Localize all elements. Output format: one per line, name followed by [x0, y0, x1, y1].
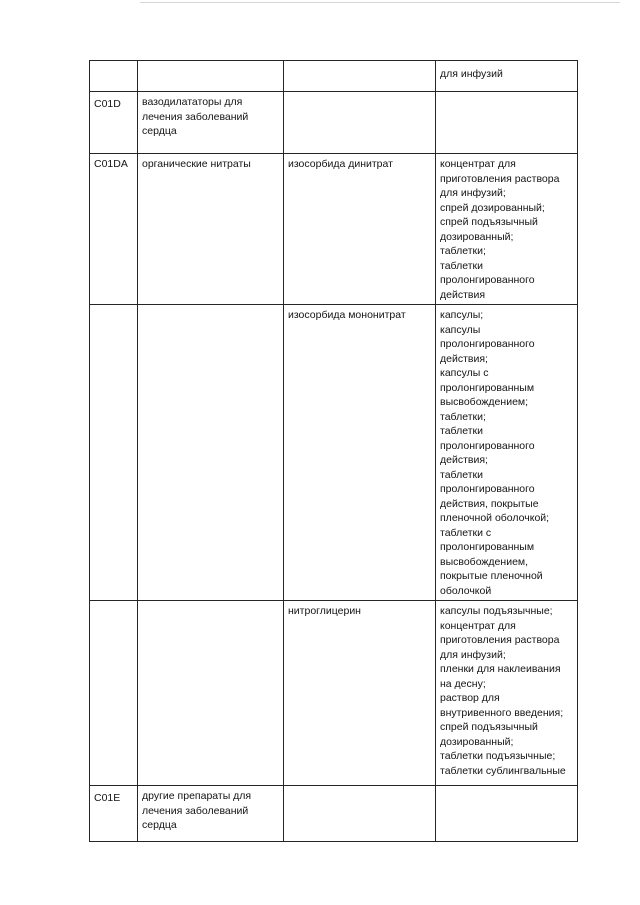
atc-code-cell: C01E — [90, 786, 138, 842]
drug-name-cell: изосорбида динитрат — [284, 154, 436, 305]
atc-code-cell — [90, 601, 138, 786]
group-name-cell: другие препараты для лечения заболеваний сердца — [138, 786, 284, 842]
group-name-cell — [138, 305, 284, 601]
table-row — [90, 154, 578, 305]
dosage-forms-cell: капсулы подъязычные; концентрат для приготовления раствора для инфузий; пленки для наклеивания на десну; раствор для внутривенного введения; спрей подъязычный дозированный; таблетки подъязычные; таблетки сублингвальные — [436, 601, 578, 786]
medication-table — [89, 60, 578, 842]
drug-name-cell: изосорбида мононитрат — [284, 305, 436, 601]
dosage-forms-cell — [436, 786, 578, 842]
dosage-forms-cell: капсулы; капсулы пролонгированного действия; капсулы с пролонгированным высвобождением; таблетки; таблетки пролонгированного действия; таблетки пролонгированного действия, покрытые пленочной оболочкой; таблетки с пролонгированным высвобождением, покрытые пленочной оболочкой — [436, 305, 578, 601]
group-name-cell — [138, 601, 284, 786]
dosage-forms-cell — [436, 92, 578, 154]
drug-name-cell — [284, 61, 436, 92]
group-name-cell — [138, 61, 284, 92]
drug-name-cell — [284, 786, 436, 842]
atc-code-cell: C01DA — [90, 154, 138, 305]
page-top-edge — [140, 2, 620, 3]
table-row — [90, 305, 578, 601]
table-row — [90, 61, 578, 92]
atc-code-cell — [90, 305, 138, 601]
table-row — [90, 601, 578, 786]
drug-name-cell: нитроглицерин — [284, 601, 436, 786]
drug-name-cell — [284, 92, 436, 154]
atc-code-cell — [90, 61, 138, 92]
dosage-forms-cell: концентрат для приготовления раствора для инфузий; спрей дозированный; спрей подъязычный дозированный; таблетки; таблетки пролонгированного действия — [436, 154, 578, 305]
table-row — [90, 92, 578, 154]
table-row — [90, 786, 578, 842]
atc-code-cell: C01D — [90, 92, 138, 154]
dosage-forms-cell: для инфузий — [436, 61, 578, 92]
group-name-cell: вазодилататоры для лечения заболеваний сердца — [138, 92, 284, 154]
group-name-cell: органические нитраты — [138, 154, 284, 305]
